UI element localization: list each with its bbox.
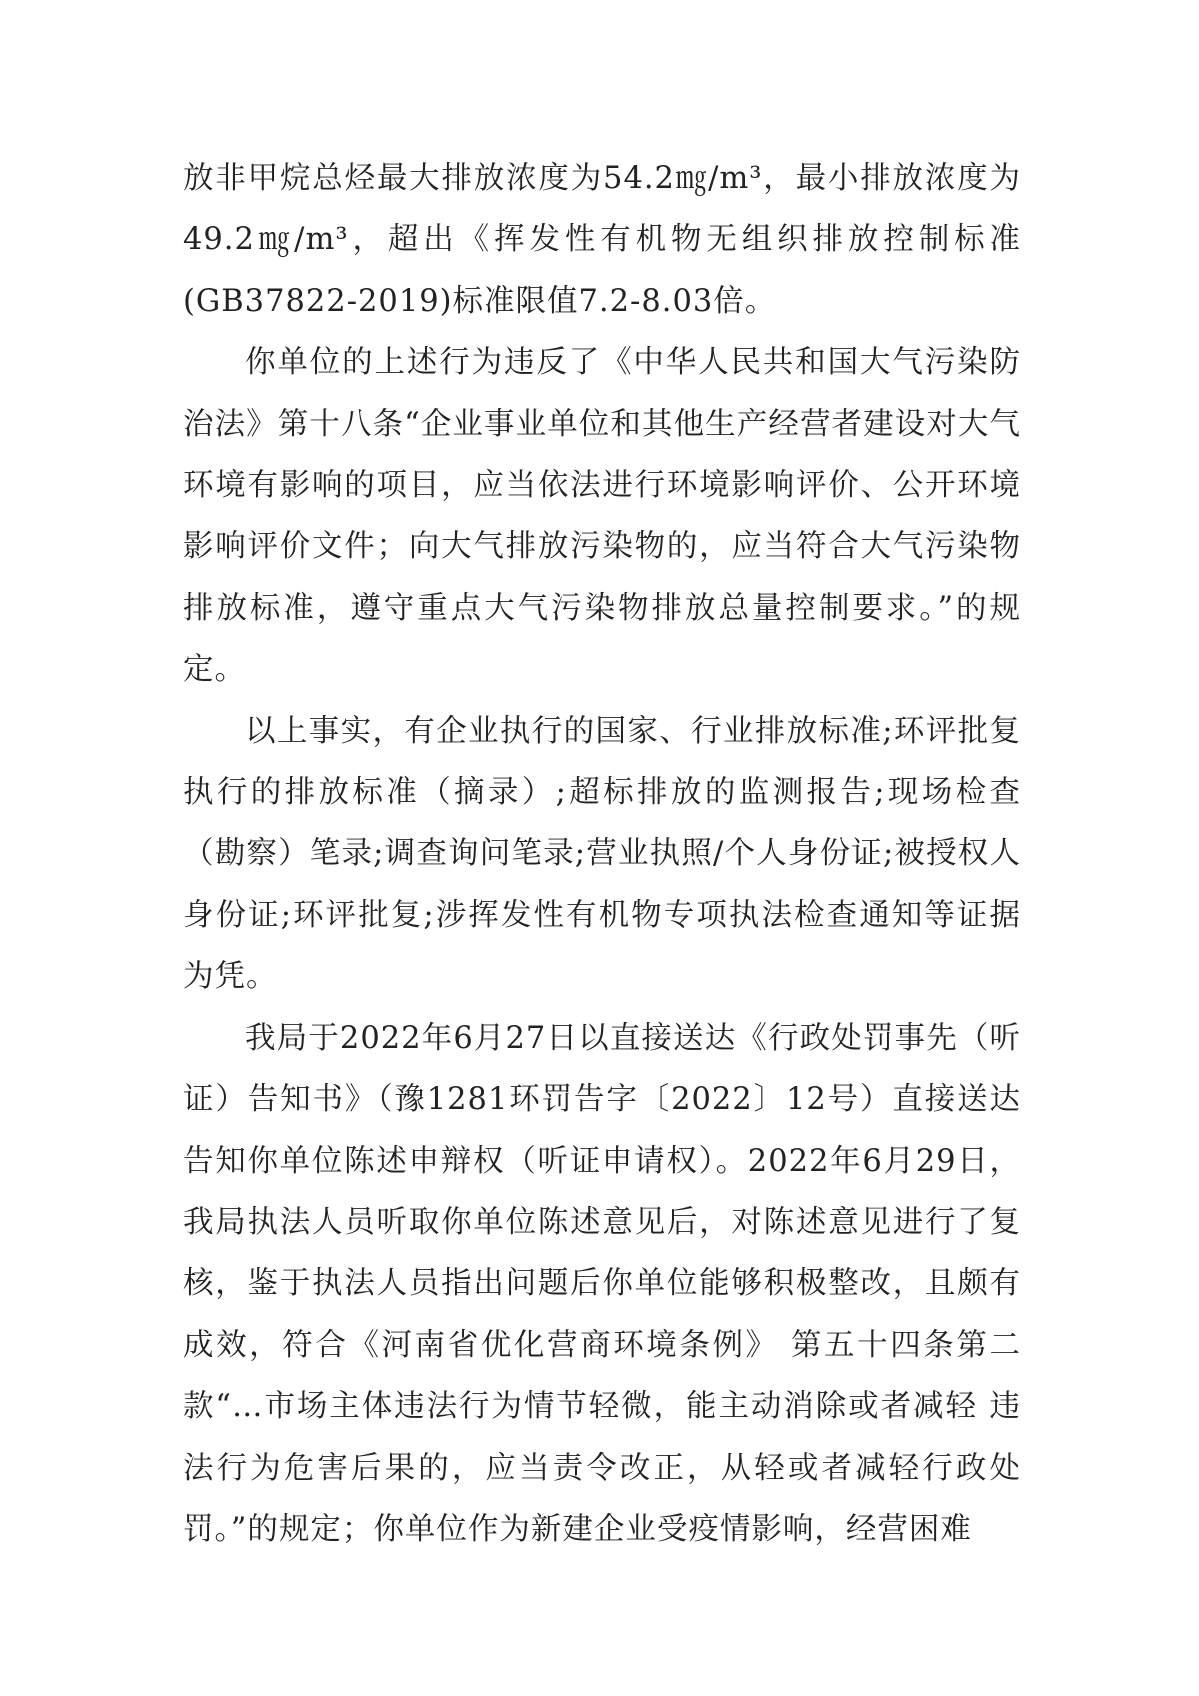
paragraph-evidence: 以上事实，有企业执行的国家、行业排放标准;环评批复执行的排放标准（摘录）;超标排放的监测报告;现场检查（勘察）笔录;调查询问笔录;营业执照/个人身份证;被授权人身份证;环评批复;涉挥发性有机物专项执法检查通知等证据为凭。 — [183, 713, 1021, 995]
document-body — [183, 148, 1021, 1560]
paragraph-emission-data: 放非甲烷总烃最大排放浓度为54.2㎎/m³，最小排放浓度为49.2㎎/m³，超出《挥发性有机物无组织排放控制标准(GB37822-2019)标准限值7.2-8.03倍。 — [183, 161, 1021, 319]
paragraph-hearing-notice: 我局于2022年6月27日以直接送达《行政处罚事先（听证）告知书》（豫1281环罚告字〔2022〕12号）直接送达告知你单位陈述申辩权（听证申请权）。2022年6月29日，我局执法人员听取你单位陈述意见后，对陈述意见进行了复核，鉴于执法人员指出问题后你单位能够积极整改，且颇有成效，符合《河南省优化营商环境条例》 第五十四条第二款“…市场主体违法行为情节轻微，能主动消除或者减轻 违法行为危害后果的，应当责令改正，从轻或者减轻行政处罚。”的规定；你单位作为新建企业受疫情影响，经营困难 — [183, 1020, 1021, 1547]
paragraph-violation: 你单位的上述行为违反了《中华人民共和国大气污染防治法》第十八条“企业事业单位和其他生产经营者建设对大气环境有影响的项目，应当依法进行环境影响评价、公开环境影响评价文件；向大气排放污染物的，应当符合大气污染物排放标准，遵守重点大气污染物排放总量控制要求。”的规定。 — [183, 345, 1021, 688]
